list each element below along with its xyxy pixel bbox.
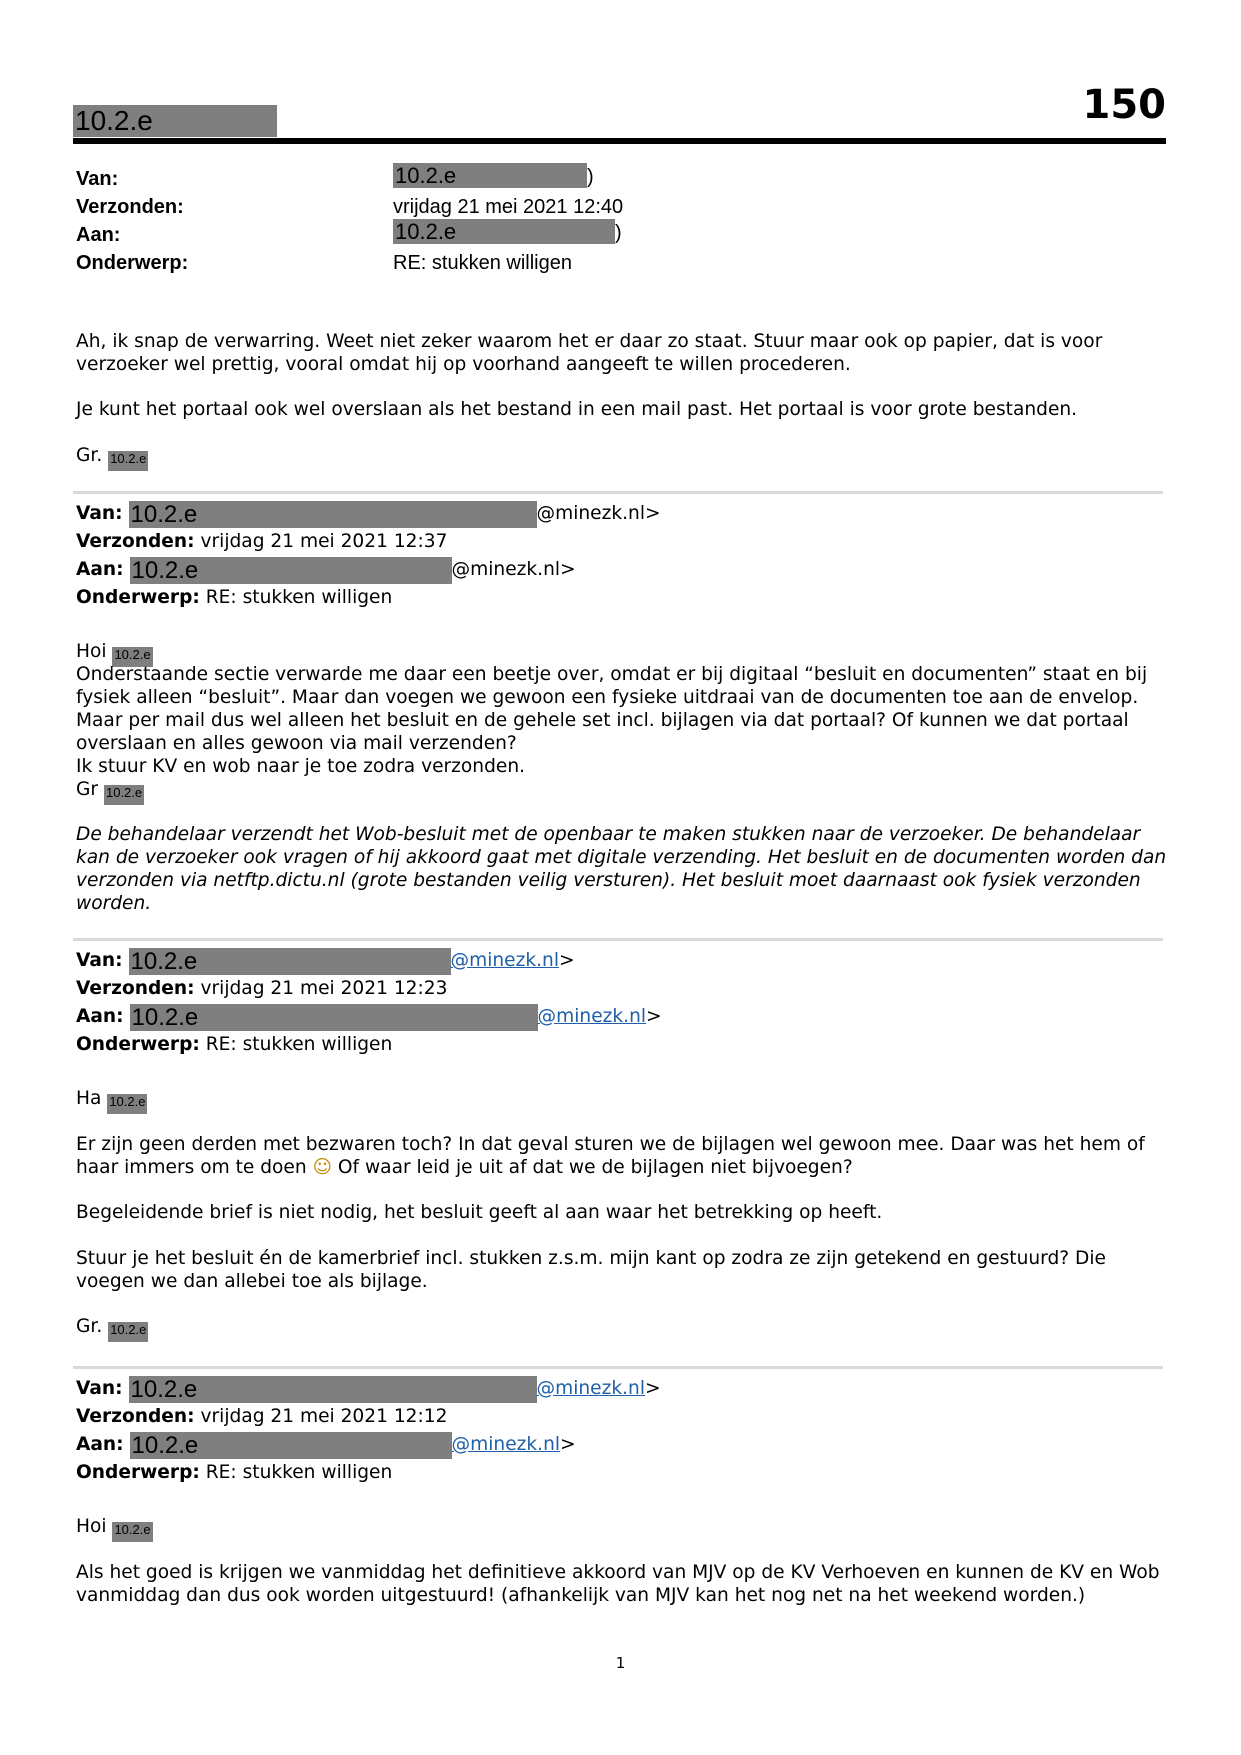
to-redaction: 10.2.e	[393, 219, 615, 244]
quoted-3-paragraph-1: Als het goed is krijgen we vanmiddag het definitieve akkoord van MJV op de KV Verhoeven en kunnen de KV en Wob vanmiddag dan dus ook worden uitgestuurd! (afhankelijk van MJV kan het nog net na het weekend worden.)	[76, 1562, 1160, 1606]
quoted-3-greeting-redaction: 10.2.e	[112, 1522, 152, 1542]
quoted-3-to-redaction: 10.2.e	[130, 1432, 452, 1459]
quoted-3-greeting: Hoi 10.2.e	[76, 1515, 1176, 1542]
quoted-1-subject: Onderwerp: RE: stukken willigen	[76, 587, 393, 608]
quoted-2-to-email-link[interactable]: @minezk.nl	[537, 1006, 647, 1027]
quoted-1-from-email: @minezk.nl	[536, 503, 646, 524]
quoted-3-to-email-link[interactable]: @minezk.nl	[451, 1434, 561, 1455]
header-rule	[73, 138, 1166, 144]
from-value	[393, 163, 594, 191]
main-body-paragraph-1: Ah, ik snap de verwarring. Weet niet zeker waarom het er daar zo staat. Stuur maar ook op papier, dat is voor verzoeker wel prettig, vooral omdat hij op voorhand aangeeft te willen procederen.	[76, 331, 1103, 375]
quoted-3-from-email-link[interactable]: @minezk.nl	[536, 1378, 646, 1399]
quoted-2-paragraph-2: Begeleidende brief is niet nodig, het besluit geeft al aan waar het betrekking op heeft.	[76, 1202, 883, 1223]
quoted-2-paragraph-3: Stuur je het besluit én de kamerbrief incl. stukken z.s.m. mijn kant op zodra ze zijn getekend en gestuurd? Die voegen we dan allebei toe als bijlage.	[76, 1248, 1106, 1292]
quoted-3-sent: Verzonden: vrijdag 21 mei 2021 12:12	[76, 1406, 448, 1427]
quoted-1-greeting-redaction: 10.2.e	[112, 647, 152, 667]
separator	[73, 938, 1163, 941]
quoted-3-to: Aan: 10.2.e @minezk.nl>	[76, 1432, 576, 1459]
quoted-3-from: Van: 10.2.e @minezk.nl>	[76, 1376, 661, 1403]
separator	[73, 491, 1163, 494]
quoted-2-greeting: Ha 10.2.e	[76, 1087, 1176, 1114]
quoted-1-body: Onderstaande sectie verwarde me daar een beetje over, omdat er bij digitaal “besluit en documenten” staat en bij fysiek alleen “besluit”. Maar dan voegen we gewoon een fysieke uitdraai van de documenten toe aan de envelop. Maar per mail dus wel alleen het besluit en de gehele set incl. bijlagen via dat portaal? Of kunnen we dat portaal overslaan en alles gewoon via mail verzenden?	[76, 664, 1148, 754]
main-body-paragraph-2: Je kunt het portaal ook wel overslaan als het bestand in een mail past. Het portaal is voor grote bestanden.	[76, 399, 1078, 420]
separator	[73, 1366, 1163, 1369]
quoted-2-from-email-link[interactable]: @minezk.nl	[450, 950, 560, 971]
quoted-2-signature: Gr. 10.2.e	[76, 1315, 1176, 1342]
quoted-2-subject: Onderwerp: RE: stukken willigen	[76, 1034, 393, 1055]
to-label: Aan:	[76, 224, 121, 246]
quoted-2-sent: Verzonden: vrijdag 21 mei 2021 12:23	[76, 978, 448, 999]
from-label: Van:	[76, 168, 119, 190]
quoted-2-signature-redaction: 10.2.e	[108, 1322, 148, 1342]
sent-value: vrijdag 21 mei 2021 12:40	[393, 196, 624, 218]
quoted-3-subject: Onderwerp: RE: stukken willigen	[76, 1462, 393, 1483]
subject-label: Onderwerp:	[76, 252, 189, 274]
quoted-3-from-redaction: 10.2.e	[129, 1376, 537, 1403]
quoted-2-to: Aan: 10.2.e @minezk.nl>	[76, 1004, 662, 1031]
smiley-emoji-icon: ☺	[312, 1157, 332, 1178]
quoted-1-italic-quote: De behandelaar verzendt het Wob-besluit met de openbaar te maken stukken naar de verzoeker. De behandelaar kan de verzoeker ook vragen of hij akkoord gaat met digitale verzending. Het besluit en de documenten worden dan verzonden via netftp.dictu.nl (grote bestanden veilig versturen). Het besluit moet daarnaast ook fysiek verzonden worden.	[76, 824, 1167, 914]
quoted-1-from-redaction: 10.2.e	[129, 501, 537, 528]
quoted-1-greeting: Hoi 10.2.e	[76, 640, 1176, 667]
header-redaction: 10.2.e	[73, 105, 277, 137]
quoted-1-signature: Gr 10.2.e	[76, 778, 1176, 805]
to-suffix: )	[615, 222, 622, 244]
quoted-1-to-email: @minezk.nl	[451, 559, 561, 580]
quoted-1-from: Van: 10.2.e @minezk.nl>	[76, 501, 661, 528]
signature-prefix: Gr.	[76, 445, 103, 466]
sent-label: Verzonden:	[76, 196, 184, 218]
quoted-2-to-redaction: 10.2.e	[130, 1004, 538, 1031]
quoted-2-from-redaction: 10.2.e	[129, 948, 451, 975]
subject-value: RE: stukken willigen	[393, 252, 572, 274]
signature-redaction: 10.2.e	[108, 451, 148, 471]
main-signature	[76, 444, 1176, 471]
quoted-1-signature-redaction: 10.2.e	[104, 785, 144, 805]
from-suffix: )	[587, 166, 594, 188]
quoted-2-paragraph-1: Er zijn geen derden met bezwaren toch? In dat geval sturen we de bijlagen wel gewoon mee. Daar was het hem of haar immers om te doen ☺ Of waar leid je uit af dat we de bijlagen niet bijvoegen?	[76, 1134, 1145, 1178]
to-value	[393, 219, 622, 247]
quoted-2-greeting-redaction: 10.2.e	[107, 1094, 147, 1114]
quoted-1-to-redaction: 10.2.e	[130, 557, 452, 584]
page-number: 1	[615, 1654, 626, 1672]
from-redaction: 10.2.e	[393, 163, 587, 188]
quoted-1-to: Aan: 10.2.e @minezk.nl>	[76, 557, 576, 584]
quoted-1-sent: Verzonden: vrijdag 21 mei 2021 12:37	[76, 531, 448, 552]
quoted-1-body-2: Ik stuur KV en wob naar je toe zodra verzonden.	[76, 756, 526, 777]
document-number: 150	[1082, 82, 1166, 128]
quoted-2-from: Van: 10.2.e @minezk.nl>	[76, 948, 575, 975]
